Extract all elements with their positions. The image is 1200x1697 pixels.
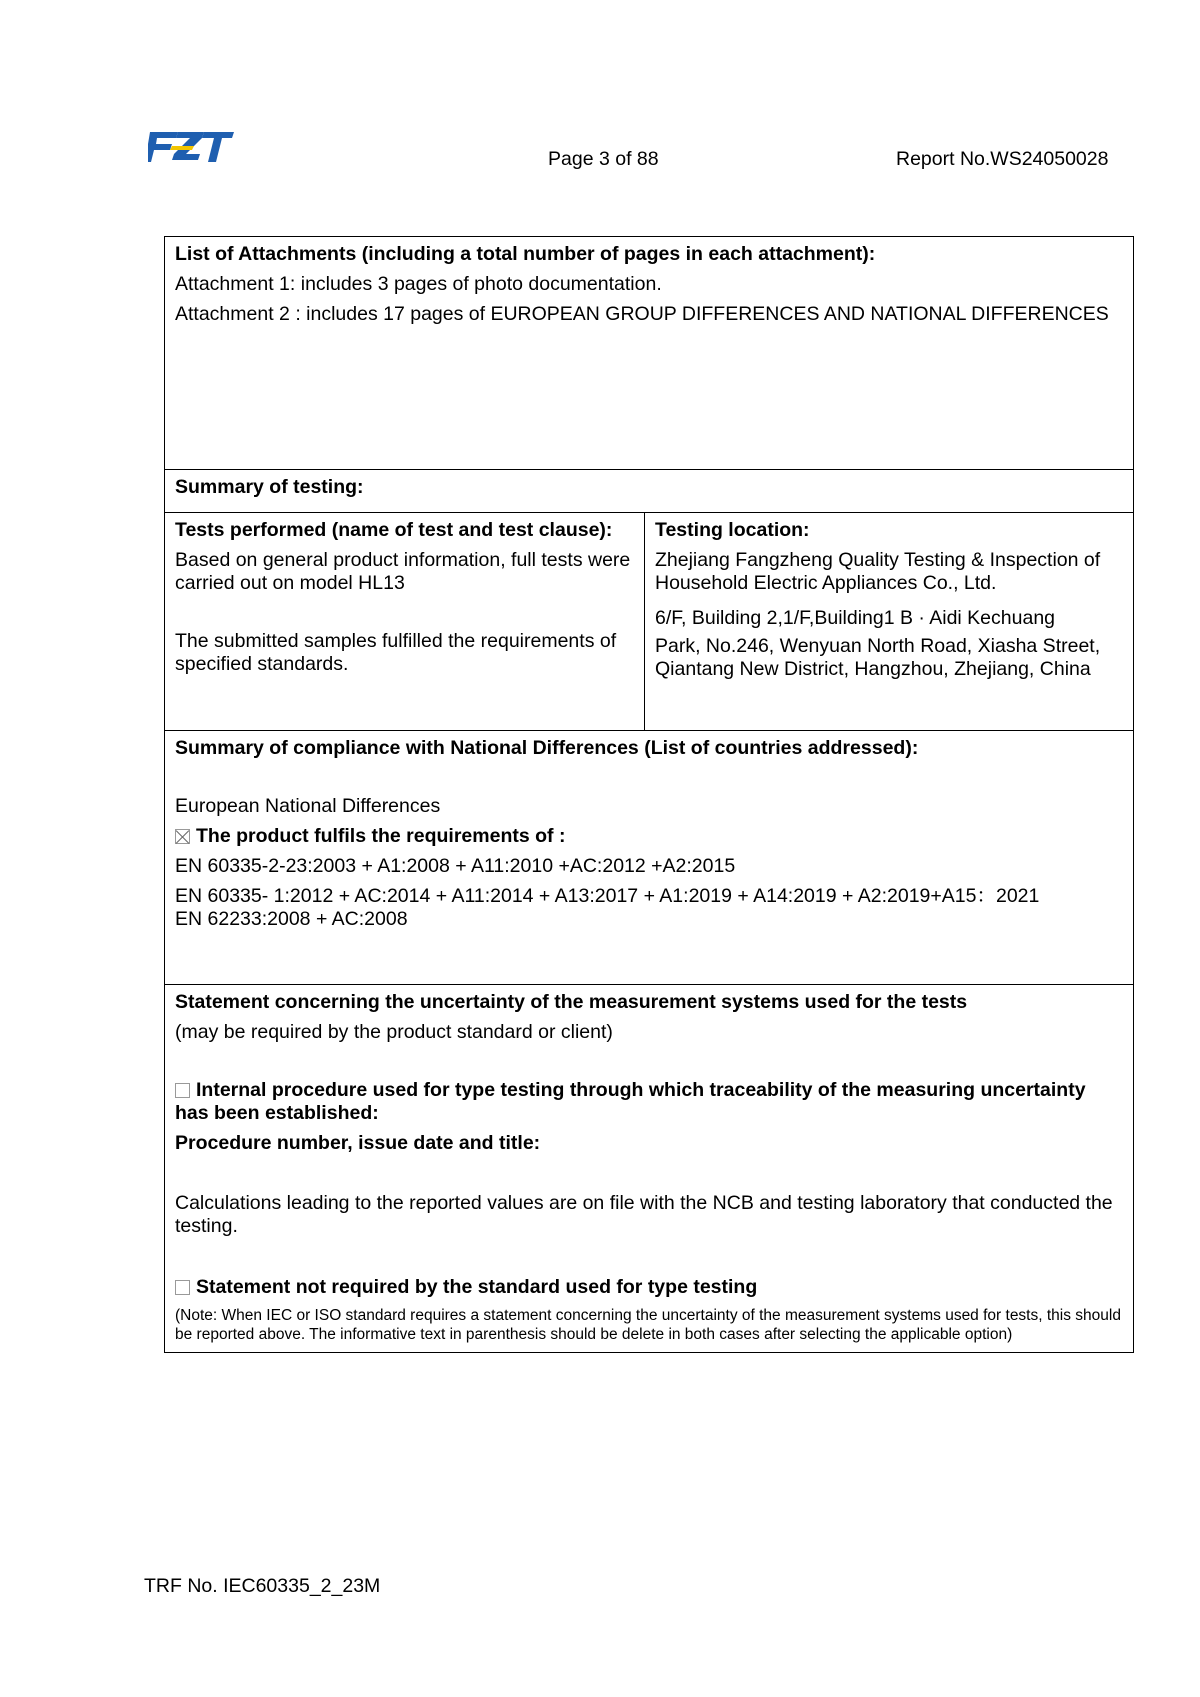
- national-differences-region: European National Differences: [175, 795, 441, 817]
- attachments-title: List of Attachments (including a total number of pages in each attachment):: [175, 243, 876, 265]
- standard-item: EN 60335- 1:2012 + AC:2014 + A11:2014 + A13:2017 + A1:2019 + A14:2019 + A2:2019+A15：2021: [175, 885, 1040, 907]
- uncertainty-section: [165, 984, 1133, 1352]
- page-number: Page 3 of 88: [548, 148, 659, 170]
- testing-location-address-line2: Park, No.246, Wenyuan North Road, Xiasha Street, Qiantang New District, Hangzhou, Zhejiang, China: [655, 635, 1101, 680]
- tests-row: [165, 512, 1133, 730]
- uncertainty-title: Statement concerning the uncertainty of the measurement systems used for the tests: [175, 991, 968, 1013]
- tests-performed-result: The submitted samples fulfilled the requirements of specified standards.: [175, 630, 617, 675]
- testing-location-address-line1: 6/F, Building 2,1/F,Building1 B · Aidi Kechuang: [655, 607, 1056, 629]
- trf-number: TRF No. IEC60335_2_23M: [144, 1575, 381, 1597]
- tests-performed-cell: [165, 513, 645, 730]
- internal-procedure-checkbox[interactable]: [175, 1083, 190, 1098]
- fulfils-line: [175, 825, 1123, 848]
- internal-procedure-option: [175, 1079, 1123, 1125]
- calculations-text: Calculations leading to the reported values are on file with the NCB and testing laboratory that conducted the testing.: [175, 1192, 1113, 1237]
- attachments-section: [165, 237, 1133, 469]
- testing-location-cell: [645, 513, 1133, 730]
- attachment-item: Attachment 2 : includes 17 pages of EUROPEAN GROUP DIFFERENCES AND NATIONAL DIFFERENCES: [175, 303, 1109, 325]
- statement-not-required-label: Statement not required by the standard used for type testing: [196, 1276, 758, 1298]
- national-differences-section: [165, 730, 1133, 984]
- attachment-item: Attachment 1: includes 3 pages of photo documentation.: [175, 273, 662, 295]
- standard-item: EN 62233:2008 + AC:2008: [175, 908, 408, 930]
- report-number: Report No.WS24050028: [896, 148, 1109, 170]
- fulfils-checkbox[interactable]: [175, 829, 190, 844]
- tests-performed-text: Based on general product information, full tests were carried out on model HL13: [175, 549, 631, 594]
- testing-location-name: Zhejiang Fangzheng Quality Testing & Inspection of Household Electric Appliances Co., Ltd.: [655, 549, 1101, 594]
- procedure-label: Procedure number, issue date and title:: [175, 1132, 541, 1154]
- statement-not-required-option: [175, 1276, 1123, 1299]
- uncertainty-subtitle: (may be required by the product standard or client): [175, 1021, 613, 1043]
- national-differences-title: Summary of compliance with National Differences (List of countries addressed):: [175, 737, 919, 759]
- fulfils-label: The product fulfils the requirements of :: [196, 825, 566, 847]
- report-table: [164, 236, 1134, 1353]
- tests-performed-heading: Tests performed (name of test and test clause):: [175, 519, 613, 541]
- company-logo: [148, 128, 234, 164]
- summary-testing-title: Summary of testing:: [175, 476, 364, 498]
- uncertainty-note: (Note: When IEC or ISO standard requires a statement concerning the uncertainty of the measurement systems used for tests, this should be reported above. The informative text in parenthesis should be delete in both cases after selecting the applicable option): [175, 1307, 1121, 1343]
- statement-not-required-checkbox[interactable]: [175, 1280, 190, 1295]
- internal-procedure-label: Internal procedure used for type testing through which traceability of the measuring uncertainty has been established:: [175, 1079, 1086, 1124]
- standard-item: EN 60335-2-23:2003 + A1:2008 + A11:2010 +AC:2012 +A2:2015: [175, 855, 736, 877]
- testing-location-heading: Testing location:: [655, 519, 810, 541]
- summary-testing-section: [165, 469, 1133, 512]
